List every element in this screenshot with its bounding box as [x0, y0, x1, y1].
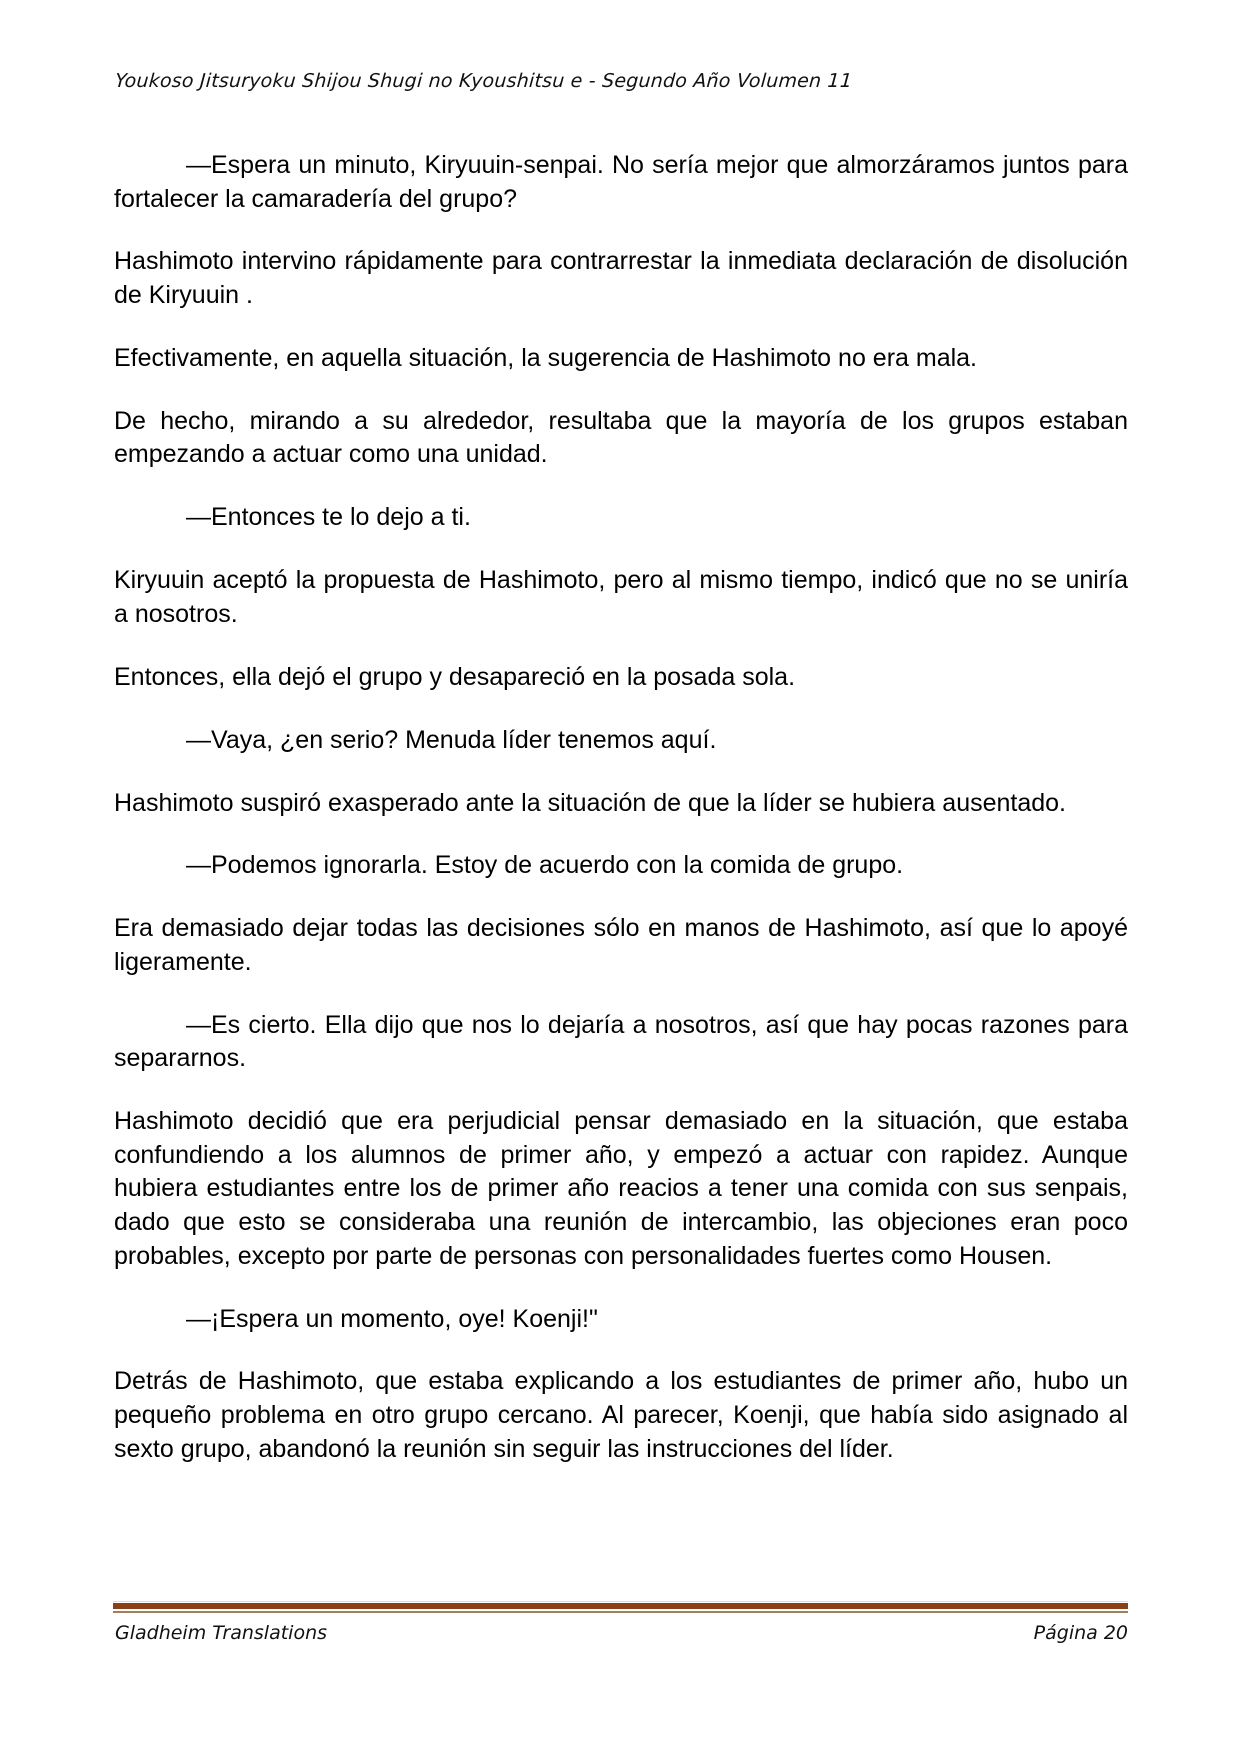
- running-header: Youkoso Jitsuryoku Shijou Shugi no Kyoushitsu e - Segundo Año Volumen 11: [114, 70, 853, 92]
- paragraph-dialogue: —Vaya, ¿en serio? Menuda líder tenemos aquí.: [186, 725, 717, 754]
- footer-rule-thin: [113, 1611, 1128, 1613]
- paragraph: Entonces, ella dejó el grupo y desapareció en la posada sola.: [114, 662, 796, 691]
- paragraph: Hashimoto decidió que era perjudicial pensar demasiado en la situación, que estaba confundiendo a los alumnos de primer año, y empezó a actuar con rapidez. Aunque hubiera estudiantes entre los de primer año reacios a tener una comida con sus senpais, dado que esto se consideraba una reunión de intercambio, las objeciones eran poco probables, excepto por parte de personas con personalidades fuertes como Housen.: [114, 1107, 1128, 1270]
- paragraph: Era demasiado dejar todas las decisiones sólo en manos de Hashimoto, así que lo apoyé ligeramente.: [114, 914, 1128, 976]
- paragraph-dialogue: —Entonces te lo dejo a ti.: [186, 503, 471, 532]
- paragraph-dialogue: —Es cierto. Ella dijo que nos lo dejaría a nosotros, así que hay pocas razones para separarnos.: [114, 1010, 1128, 1073]
- paragraph: Efectivamente, en aquella situación, la sugerencia de Hashimoto no era mala.: [114, 343, 978, 372]
- paragraph: Kiryuuin aceptó la propuesta de Hashimoto, pero al mismo tiempo, indicó que no se uniría a nosotros.: [114, 566, 1128, 628]
- paragraph-dialogue: —¡Espera un momento, oye! Koenji!": [186, 1304, 598, 1333]
- page-body: [114, 149, 1128, 1495]
- footer-rule-thick: [113, 1603, 1128, 1609]
- paragraph: Hashimoto intervino rápidamente para contrarrestar la inmediata declaración de disolución de Kiryuuin .: [114, 247, 1128, 310]
- paragraph-dialogue: —Podemos ignorarla. Estoy de acuerdo con la comida de grupo.: [186, 851, 904, 880]
- footer-rule-highlight: [113, 1601, 1128, 1602]
- paragraph-dialogue: —Espera un minuto, Kiryuuin-senpai. No sería mejor que almorzáramos juntos para fortalecer la camaradería del grupo?: [114, 151, 1128, 213]
- paragraph: De hecho, mirando a su alrededor, resultaba que la mayoría de los grupos estaban empezando a actuar como una unidad.: [114, 406, 1128, 469]
- footer-page-number: Página 20: [1033, 1622, 1128, 1644]
- footer-publisher: Gladheim Translations: [115, 1622, 328, 1644]
- paragraph: Hashimoto suspiró exasperado ante la situación de que la líder se hubiera ausentado.: [114, 788, 1067, 817]
- paragraph: Detrás de Hashimoto, que estaba explicando a los estudiantes de primer año, hubo un pequeño problema en otro grupo cercano. Al parecer, Koenji, que había sido asignado al sexto grupo, abandonó la reunión sin seguir las instrucciones del líder.: [114, 1367, 1128, 1463]
